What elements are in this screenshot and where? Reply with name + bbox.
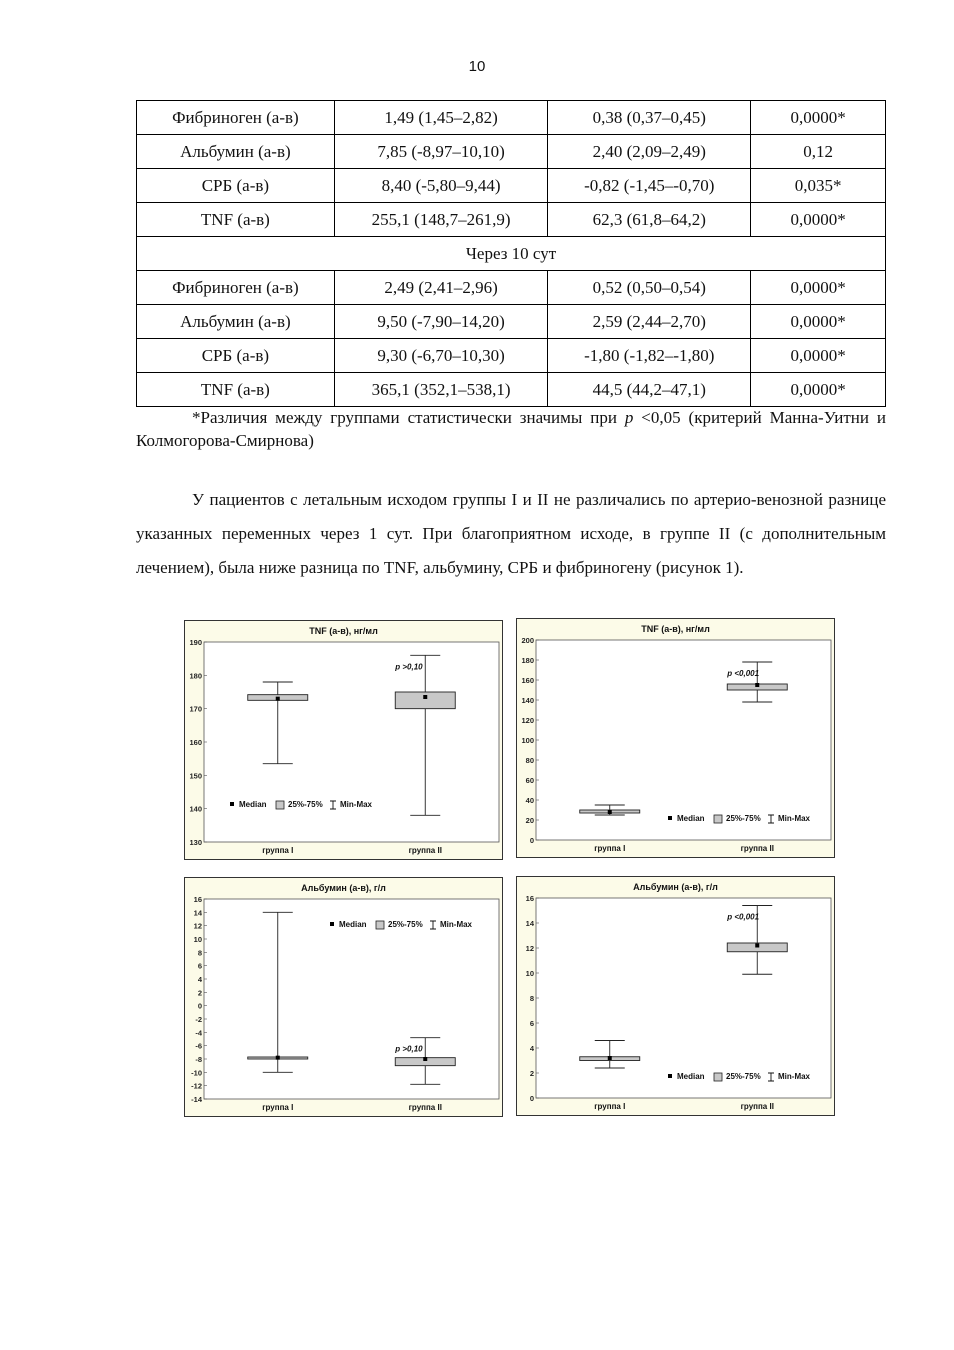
y-tick-label: 2 bbox=[529, 1069, 534, 1078]
legend-whisker-label: Min-Max bbox=[778, 814, 810, 823]
chart-legend bbox=[330, 920, 473, 929]
chart-title: Альбумин (а-в), г/л bbox=[633, 882, 718, 892]
legend-whisker-label: Min-Max bbox=[340, 800, 372, 809]
legend-median-marker bbox=[230, 802, 234, 806]
median-marker bbox=[608, 810, 612, 814]
chart-svg bbox=[516, 618, 835, 858]
table-cell: 2,59 (2,44–2,70) bbox=[548, 305, 751, 339]
table-cell: 0,0000* bbox=[751, 203, 886, 237]
table-cell: 8,40 (-5,80–9,44) bbox=[334, 169, 548, 203]
y-tick-label: 200 bbox=[521, 636, 534, 645]
paragraph-text: У пациентов с летальным исходом группы I и II не различались по артерио-венозной разнице указанных переменных через 1 сут. При благоприятном исходе, в группе II (с дополнительным лечением), была ниже разница по TNF, альбумину, СРБ и фибриногену (рисунок 1). bbox=[136, 490, 886, 577]
legend-median-label: Median bbox=[677, 1072, 705, 1081]
x-tick-label: группа I bbox=[262, 1103, 294, 1112]
y-tick-label: 2 bbox=[197, 988, 202, 998]
table-cell: TNF (а-в) bbox=[137, 203, 335, 237]
y-tick-label: 4 bbox=[197, 975, 202, 984]
table-cell: Фибриноген (а-в) bbox=[137, 271, 335, 305]
table-row bbox=[137, 169, 886, 203]
legend-box-marker bbox=[376, 921, 384, 929]
chart-title: TNF (а-в), нг/мл bbox=[309, 626, 378, 636]
x-tick-label: группа I bbox=[594, 1102, 626, 1111]
legend-box-marker bbox=[714, 1073, 722, 1081]
table-cell: 62,3 (61,8–64,2) bbox=[548, 203, 751, 237]
table-cell: 0,0000* bbox=[751, 101, 886, 135]
table-cell: 0,52 (0,50–0,54) bbox=[548, 271, 751, 305]
chart-svg bbox=[516, 876, 835, 1116]
legend-box-label: 25%-75% bbox=[726, 1072, 761, 1081]
table-cell: 0,0000* bbox=[751, 271, 886, 305]
y-tick-label: 160 bbox=[521, 676, 534, 685]
y-tick-label: -2 bbox=[195, 1015, 202, 1024]
table-cell: Альбумин (а-в) bbox=[137, 135, 335, 169]
p-value-annotation: p >0,10 bbox=[395, 1044, 423, 1054]
table-cell: 44,5 (44,2–47,1) bbox=[548, 373, 751, 407]
legend-box-marker bbox=[276, 801, 284, 809]
table-cell: Альбумин (а-в) bbox=[137, 305, 335, 339]
median-marker bbox=[608, 1056, 612, 1060]
table-footnote bbox=[136, 406, 886, 452]
table-cell: -1,80 (-1,82–-1,80) bbox=[548, 339, 751, 373]
results-table bbox=[136, 100, 886, 407]
median-marker bbox=[755, 683, 759, 687]
table-cell: 9,30 (-6,70–10,30) bbox=[334, 339, 548, 373]
x-tick-label: группа I bbox=[594, 844, 626, 853]
chart-svg bbox=[184, 877, 503, 1117]
x-tick-label: группа II bbox=[740, 844, 774, 853]
plot-area bbox=[204, 899, 499, 1099]
table-row bbox=[137, 203, 886, 237]
legend-box-label: 25%-75% bbox=[726, 814, 761, 823]
x-tick-label: группа I bbox=[262, 846, 294, 855]
chart-title: Альбумин (а-в), г/л bbox=[301, 883, 386, 893]
table-cell: 0,0000* bbox=[751, 305, 886, 339]
y-tick-label: 0 bbox=[529, 836, 534, 845]
table-row bbox=[137, 101, 886, 135]
y-tick-label: -8 bbox=[195, 1055, 202, 1064]
table-cell: 0,035* bbox=[751, 169, 886, 203]
table-cell: TNF (а-в) bbox=[137, 373, 335, 407]
y-tick-label: -6 bbox=[195, 1041, 202, 1051]
chart-albumin-fatal bbox=[184, 877, 503, 1117]
table-cell: 0,12 bbox=[751, 135, 886, 169]
table-cell: 255,1 (148,7–261,9) bbox=[334, 203, 548, 237]
y-tick-label: 10 bbox=[193, 935, 202, 944]
legend-median-label: Median bbox=[339, 920, 367, 929]
y-tick-label: 190 bbox=[189, 638, 202, 647]
table-row bbox=[137, 135, 886, 169]
legend-median-marker bbox=[330, 922, 334, 926]
y-tick-label: 130 bbox=[189, 838, 202, 847]
plot-area bbox=[204, 642, 499, 842]
y-tick-label: 6 bbox=[197, 961, 202, 971]
y-tick-label: 0 bbox=[197, 1001, 202, 1011]
y-tick-label: 12 bbox=[525, 944, 534, 953]
y-tick-label: 140 bbox=[189, 804, 202, 814]
table-section-row bbox=[137, 237, 886, 271]
y-tick-label: 40 bbox=[525, 796, 534, 805]
p-value-annotation: p <0,001 bbox=[727, 912, 760, 922]
chart-tnf-fatal bbox=[184, 620, 503, 860]
y-tick-label: 120 bbox=[521, 716, 534, 725]
y-tick-label: 60 bbox=[525, 776, 534, 785]
y-tick-label: 0 bbox=[529, 1094, 534, 1103]
y-tick-label: 14 bbox=[525, 919, 534, 928]
table-cell: 0,0000* bbox=[751, 339, 886, 373]
median-marker bbox=[423, 1057, 427, 1061]
y-tick-label: -12 bbox=[191, 1081, 202, 1091]
y-tick-label: 8 bbox=[197, 948, 202, 958]
table-cell: -0,82 (-1,45–-0,70) bbox=[548, 169, 751, 203]
chart-title: TNF (а-в), нг/мл bbox=[641, 624, 710, 634]
iqr-box bbox=[395, 692, 455, 709]
table-cell: 365,1 (352,1–538,1) bbox=[334, 373, 548, 407]
table-row bbox=[137, 339, 886, 373]
body-paragraph bbox=[136, 483, 886, 585]
legend-median-marker bbox=[668, 816, 672, 820]
table-row bbox=[137, 305, 886, 339]
table-cell: 0,0000* bbox=[751, 373, 886, 407]
y-tick-label: 14 bbox=[193, 908, 202, 918]
chart-legend bbox=[668, 814, 811, 823]
y-tick-label: -10 bbox=[191, 1068, 202, 1078]
y-tick-label: -4 bbox=[195, 1028, 202, 1038]
p-value-annotation: p <0,001 bbox=[727, 669, 760, 678]
y-tick-label: 80 bbox=[525, 756, 534, 765]
legend-box-marker bbox=[714, 815, 722, 823]
y-tick-label: 100 bbox=[521, 736, 534, 745]
median-marker bbox=[423, 695, 427, 699]
median-marker bbox=[755, 944, 759, 948]
table-row bbox=[137, 373, 886, 407]
y-tick-label: 4 bbox=[529, 1044, 534, 1053]
y-tick-label: 160 bbox=[189, 738, 202, 747]
chart-legend bbox=[668, 1072, 811, 1081]
table-cell: СРБ (а-в) bbox=[137, 169, 335, 203]
p-value-annotation: p >0,10 bbox=[395, 662, 423, 672]
x-tick-label: группа II bbox=[740, 1102, 774, 1111]
x-tick-label: группа II bbox=[408, 846, 442, 855]
footnote-text: *Различия между группами статистически значимы при bbox=[192, 408, 625, 427]
y-tick-label: 16 bbox=[193, 895, 202, 904]
y-tick-label: 6 bbox=[529, 1019, 534, 1028]
legend-box-label: 25%-75% bbox=[288, 800, 323, 809]
y-tick-label: 150 bbox=[189, 771, 202, 781]
legend-median-marker bbox=[668, 1074, 672, 1078]
y-tick-label: 20 bbox=[525, 816, 534, 825]
page-number: 10 bbox=[468, 58, 486, 75]
table-cell: 9,50 (-7,90–14,20) bbox=[334, 305, 548, 339]
legend-median-label: Median bbox=[239, 800, 267, 809]
legend-whisker-label: Min-Max bbox=[440, 920, 472, 929]
y-tick-label: 170 bbox=[189, 704, 202, 714]
table-cell: 0,38 (0,37–0,45) bbox=[548, 101, 751, 135]
table-cell: 2,49 (2,41–2,96) bbox=[334, 271, 548, 305]
y-tick-label: 10 bbox=[525, 969, 534, 978]
chart-albumin-favorable bbox=[516, 876, 835, 1116]
legend-box-label: 25%-75% bbox=[388, 920, 423, 929]
chart-svg bbox=[184, 620, 503, 860]
table-cell: 7,85 (-8,97–10,10) bbox=[334, 135, 548, 169]
legend-median-label: Median bbox=[677, 814, 705, 823]
median-marker bbox=[276, 697, 280, 701]
y-tick-label: 8 bbox=[529, 994, 534, 1003]
y-tick-label: 16 bbox=[525, 894, 534, 903]
table-section-label: Через 10 сут bbox=[137, 237, 886, 271]
legend-whisker-label: Min-Max bbox=[778, 1072, 810, 1081]
y-tick-label: 140 bbox=[521, 696, 534, 705]
footnote-p-symbol: p bbox=[624, 408, 634, 427]
chart-tnf-favorable bbox=[516, 618, 835, 858]
footnote-text-end: <0,05 (критерий Манна-Уитни и Колмогорова-Смирнова) bbox=[136, 408, 886, 450]
table-cell: 2,40 (2,09–2,49) bbox=[548, 135, 751, 169]
table-cell: 1,49 (1,45–2,82) bbox=[334, 101, 548, 135]
plot-area bbox=[536, 898, 831, 1098]
x-tick-label: группа II bbox=[408, 1103, 442, 1112]
table-cell: Фибриноген (а-в) bbox=[137, 101, 335, 135]
chart-legend bbox=[230, 800, 373, 809]
y-tick-label: 180 bbox=[189, 671, 202, 681]
table-cell: СРБ (а-в) bbox=[137, 339, 335, 373]
y-tick-label: 12 bbox=[193, 921, 202, 931]
y-tick-label: 180 bbox=[521, 656, 534, 665]
y-tick-label: -14 bbox=[191, 1095, 202, 1104]
table-row bbox=[137, 271, 886, 305]
median-marker bbox=[276, 1056, 280, 1060]
